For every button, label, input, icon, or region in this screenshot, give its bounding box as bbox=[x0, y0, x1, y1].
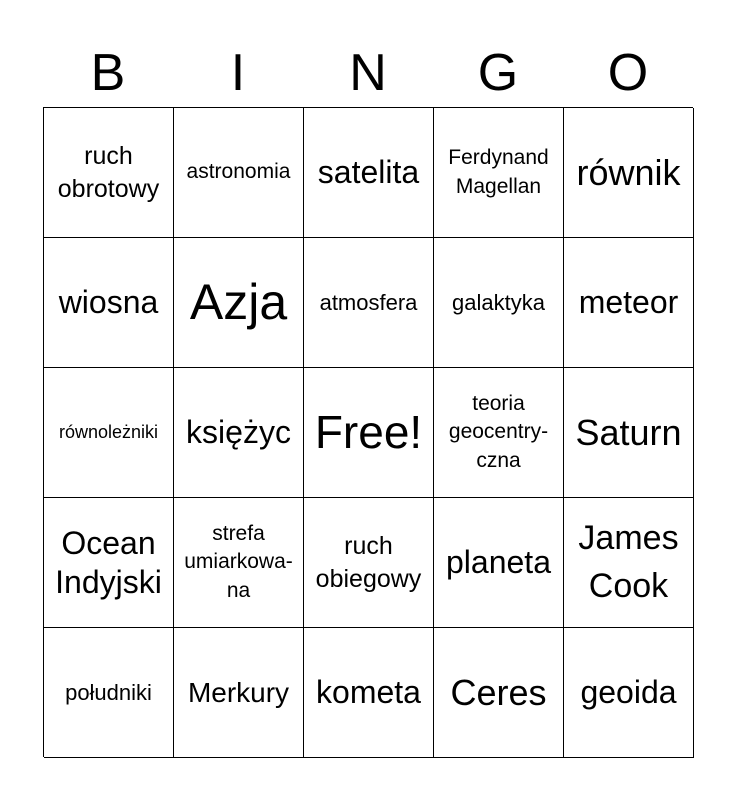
bingo-cell[interactable] bbox=[564, 498, 694, 628]
bingo-cell[interactable] bbox=[564, 368, 694, 498]
bingo-cell[interactable] bbox=[44, 368, 174, 498]
cell-label: księżyc bbox=[186, 414, 291, 451]
bingo-cell[interactable] bbox=[304, 498, 434, 628]
bingo-cell[interactable] bbox=[174, 628, 304, 758]
bingo-board bbox=[43, 107, 693, 757]
bingo-cell[interactable] bbox=[434, 238, 564, 368]
bingo-cell[interactable] bbox=[44, 108, 174, 238]
bingo-cell[interactable] bbox=[304, 238, 434, 368]
cell-label: Azja bbox=[189, 274, 288, 330]
bingo-header bbox=[43, 40, 693, 106]
bingo-cell[interactable] bbox=[174, 498, 304, 628]
cell-label: Merkury bbox=[187, 677, 290, 708]
cell-label: Ceres bbox=[450, 671, 547, 713]
header-letter-b: B bbox=[90, 44, 126, 102]
cell-label: Ferdynand Magellan bbox=[448, 146, 549, 198]
bingo-cell[interactable] bbox=[44, 238, 174, 368]
cell-label: geoida bbox=[580, 674, 677, 711]
cell-label: równik bbox=[576, 151, 681, 193]
cell-label: strefa umiarkowa- na bbox=[184, 521, 293, 602]
bingo-cell[interactable] bbox=[564, 238, 694, 368]
cell-label: planeta bbox=[446, 544, 551, 581]
header-letter-n: N bbox=[349, 44, 387, 102]
free-space-cell[interactable] bbox=[304, 368, 434, 498]
bingo-cell[interactable] bbox=[44, 628, 174, 758]
cell-label: Ocean Indyjski bbox=[55, 525, 162, 600]
bingo-cell[interactable] bbox=[434, 368, 564, 498]
cell-label: meteor bbox=[578, 284, 679, 321]
bingo-cell[interactable] bbox=[434, 498, 564, 628]
cell-label: James Cook bbox=[578, 518, 679, 605]
bingo-cell[interactable] bbox=[564, 628, 694, 758]
cell-label: ruch obiegowy bbox=[315, 532, 422, 593]
bingo-cell[interactable] bbox=[434, 628, 564, 758]
free-space-label: Free! bbox=[314, 406, 423, 459]
cell-label: równoleżniki bbox=[58, 421, 159, 442]
bingo-cell[interactable] bbox=[44, 498, 174, 628]
cell-label: atmosfera bbox=[319, 289, 418, 315]
cell-label: satelita bbox=[317, 154, 420, 191]
bingo-cell[interactable] bbox=[434, 108, 564, 238]
bingo-cell[interactable] bbox=[564, 108, 694, 238]
header-letter-i: I bbox=[230, 44, 246, 102]
bingo-cell[interactable] bbox=[304, 108, 434, 238]
cell-label: ruch obrotowy bbox=[57, 142, 160, 203]
bingo-cell[interactable] bbox=[304, 628, 434, 758]
header-letter-o: O bbox=[607, 44, 649, 102]
cell-label: kometa bbox=[316, 674, 421, 711]
cell-label: wiosna bbox=[58, 284, 159, 321]
cell-label: południki bbox=[65, 679, 152, 705]
bingo-cell[interactable] bbox=[174, 368, 304, 498]
bingo-cell[interactable] bbox=[174, 108, 304, 238]
cell-label: Saturn bbox=[575, 411, 682, 453]
cell-label: astronomia bbox=[186, 160, 291, 184]
header-letter-g: G bbox=[477, 44, 519, 102]
cell-label: galaktyka bbox=[452, 289, 545, 315]
bingo-cell[interactable] bbox=[174, 238, 304, 368]
cell-label: teoria geocentry- czna bbox=[448, 391, 549, 472]
